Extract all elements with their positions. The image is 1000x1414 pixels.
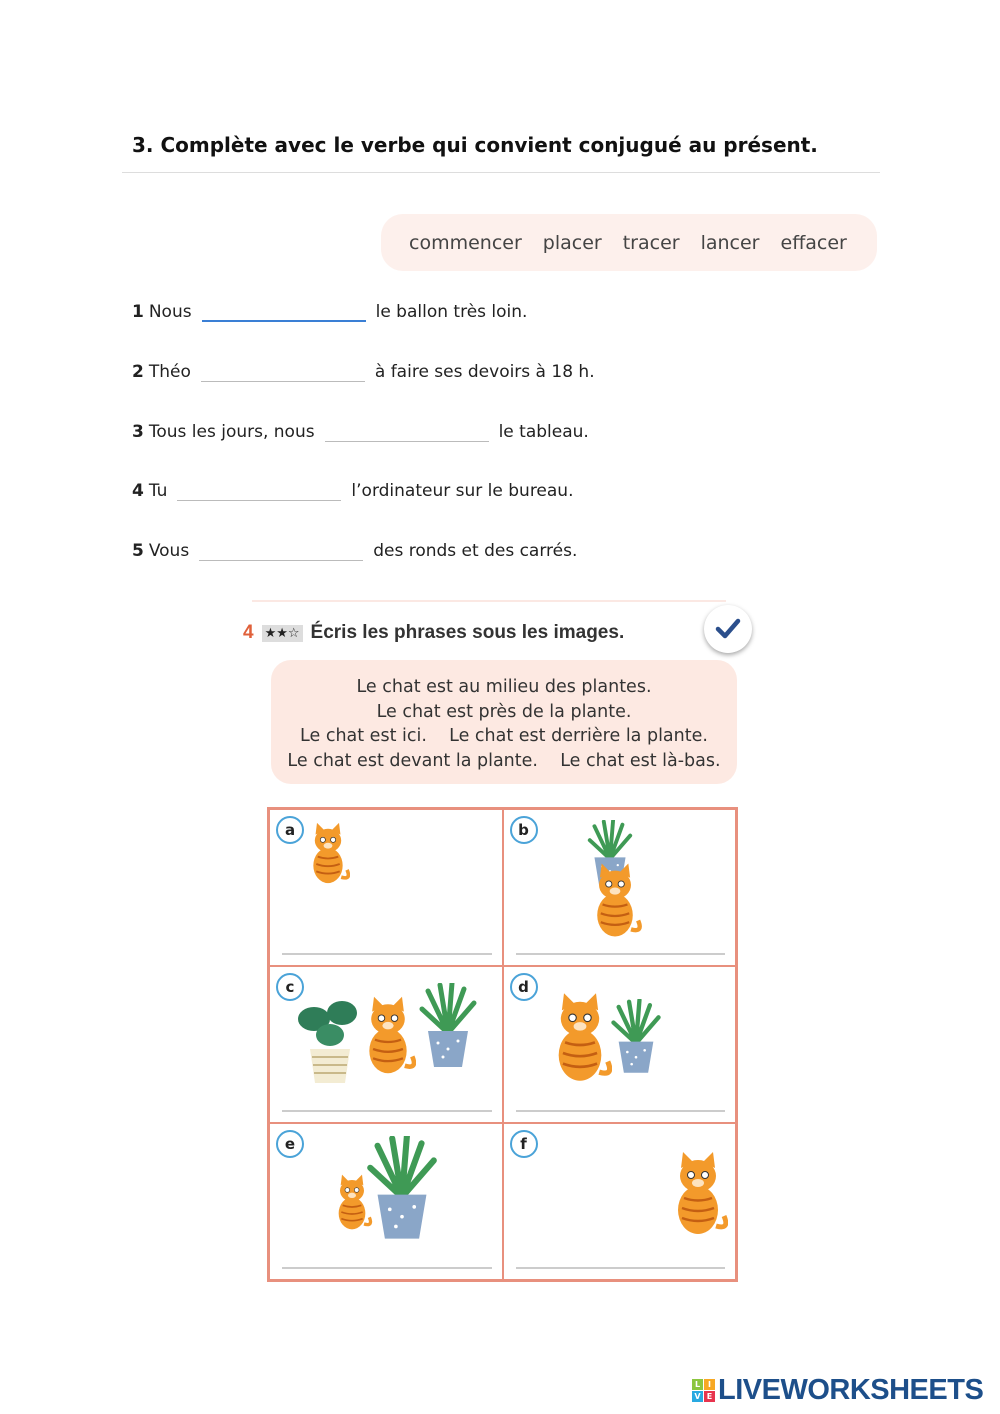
sentence-before: Vous bbox=[148, 541, 190, 561]
sentence-after: à faire ses devoirs à 18 h. bbox=[374, 362, 595, 382]
word-effacer: effacer bbox=[780, 231, 847, 254]
answer-input-5[interactable] bbox=[199, 537, 363, 561]
image-cell-f bbox=[503, 1123, 737, 1280]
image-cell-e bbox=[269, 1123, 503, 1280]
logo-letter: V bbox=[692, 1391, 703, 1402]
word-bank bbox=[381, 214, 877, 271]
sentence-2 bbox=[132, 358, 595, 382]
cell-label: c bbox=[276, 973, 304, 1001]
sentence-after: le tableau. bbox=[498, 422, 589, 442]
sentence-after: des ronds et des carrés. bbox=[373, 541, 578, 561]
sentence-option: Le chat est ici. Le chat est derrière la plante. bbox=[300, 726, 708, 746]
image-cell-c bbox=[269, 966, 503, 1123]
sentence-before: Nous bbox=[148, 302, 192, 322]
answer-input-b[interactable] bbox=[516, 933, 726, 955]
answer-input-c[interactable] bbox=[282, 1090, 492, 1112]
sentence-option: Le chat est devant la plante. Le chat est là-bas. bbox=[287, 750, 721, 771]
sentence-bank bbox=[271, 660, 737, 784]
sentence-4 bbox=[132, 477, 573, 501]
answer-input-f[interactable] bbox=[516, 1247, 726, 1269]
logo-letter: E bbox=[704, 1391, 715, 1402]
sentence-before: Tous les jours, nous bbox=[148, 422, 315, 442]
exercise-number: 4 bbox=[243, 622, 254, 643]
exercise-4-heading bbox=[243, 622, 624, 644]
logo-text: LIVEWORKSHEETS bbox=[718, 1374, 984, 1406]
sentence-before: Théo bbox=[148, 362, 191, 382]
answer-input-e[interactable] bbox=[282, 1247, 492, 1269]
answer-input-2[interactable] bbox=[201, 358, 365, 382]
cell-label: f bbox=[510, 1130, 538, 1158]
answer-input-d[interactable] bbox=[516, 1090, 726, 1112]
divider bbox=[122, 172, 880, 173]
word-placer: placer bbox=[542, 231, 602, 254]
sentence-number: 5 bbox=[132, 541, 144, 561]
answer-input-4[interactable] bbox=[177, 477, 341, 501]
cell-label: d bbox=[510, 973, 538, 1001]
image-cell-d bbox=[503, 966, 737, 1123]
answer-input-1[interactable] bbox=[202, 298, 366, 322]
sentence-number: 1 bbox=[132, 302, 144, 322]
sentence-after: l’ordinateur sur le bureau. bbox=[351, 481, 574, 501]
exercise-4-title: Écris les phrases sous les images. bbox=[310, 622, 625, 643]
image-cell-a bbox=[269, 809, 503, 966]
divider bbox=[252, 600, 726, 602]
word-commencer: commencer bbox=[409, 231, 522, 254]
word-tracer: tracer bbox=[622, 231, 680, 254]
sentence-option: Le chat est au milieu des plantes. bbox=[356, 677, 652, 697]
sentence-number: 3 bbox=[132, 422, 144, 442]
sentence-after: le ballon très loin. bbox=[375, 302, 528, 322]
answer-input-a[interactable] bbox=[282, 933, 492, 955]
check-button[interactable] bbox=[704, 605, 752, 653]
checkmark-icon bbox=[715, 618, 741, 640]
sentence-number: 2 bbox=[132, 362, 144, 382]
logo-letter: I bbox=[704, 1379, 715, 1390]
image-cell-b bbox=[503, 809, 737, 966]
word-lancer: lancer bbox=[700, 231, 760, 254]
cell-label: a bbox=[276, 816, 304, 844]
sentence-5 bbox=[132, 537, 577, 561]
sentence-3 bbox=[132, 418, 589, 442]
liveworksheets-logo bbox=[692, 1374, 983, 1407]
exercise-3-title: 3. Complète avec le verbe qui convient conjugué au présent. bbox=[132, 133, 818, 157]
logo-icon bbox=[692, 1379, 715, 1402]
answer-input-3[interactable] bbox=[325, 418, 489, 442]
difficulty-stars: ★★☆ bbox=[262, 625, 303, 642]
sentence-1 bbox=[132, 298, 527, 322]
image-grid bbox=[267, 807, 738, 1282]
sentence-option: Le chat est près de la plante. bbox=[376, 701, 632, 722]
sentence-before: Tu bbox=[148, 481, 168, 501]
logo-letter: L bbox=[692, 1379, 703, 1390]
sentence-number: 4 bbox=[132, 481, 144, 501]
cell-label: e bbox=[276, 1130, 304, 1158]
cell-label: b bbox=[510, 816, 538, 844]
